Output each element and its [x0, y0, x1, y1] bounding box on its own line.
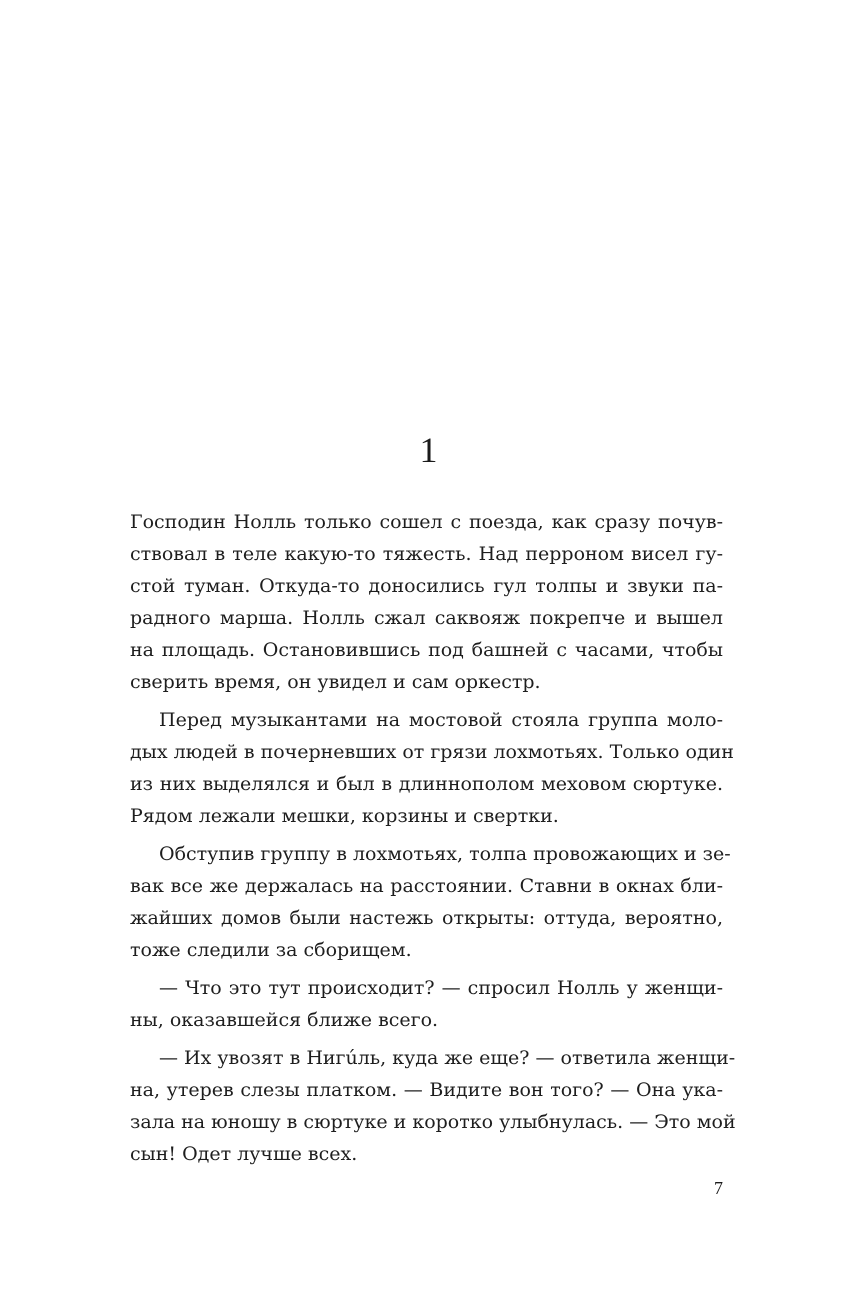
text-line: тоже следили за сборищем.: [130, 939, 412, 961]
text-line: ны, оказавшейся ближе всего.: [130, 1009, 439, 1031]
text-line: ствовал в теле какую-то тяжесть. Над перроном висел гу-: [130, 543, 723, 565]
paragraph-5: [130, 1042, 736, 1170]
text-line: стой туман. Откуда-то доносились гул толпы и звуки па-: [130, 575, 723, 597]
paragraph-3: [130, 838, 731, 966]
text-line: вак все же держалась на расстоянии. Ставни в окнах бли-: [130, 875, 723, 897]
text-line: на, утерев слезы платком. — Видите вон того? — Она ука-: [130, 1079, 723, 1101]
text-line: — Их увозят в Нигúль, куда же еще? — ответила женщи-: [159, 1047, 736, 1069]
paragraph-4: [130, 972, 723, 1036]
text-line: сын! Одет лучше всех.: [130, 1143, 358, 1165]
text-line: из них выделялся и был в длиннополом меховом сюртуке.: [130, 773, 723, 795]
text-line: радного марша. Нолль сжал саквояж покрепче и вышел: [130, 607, 723, 629]
text-line: Господин Нолль только сошел с поезда, как сразу почув-: [130, 511, 723, 533]
text-line: Рядом лежали мешки, корзины и свертки.: [130, 805, 559, 827]
paragraph-1: [130, 506, 723, 698]
text-line: сверить время, он увидел и сам оркестр.: [130, 671, 541, 693]
page-number: 7: [714, 1178, 723, 1198]
text-line: Обступив группу в лохмотьях, толпа провожающих и зе-: [159, 843, 731, 865]
chapter-number: 1: [419, 430, 438, 470]
paragraph-2: [130, 704, 734, 832]
text-line: дых людей в почерневших от грязи лохмотьях. Только один: [130, 741, 734, 763]
chapter-body-text: [130, 506, 736, 1170]
text-line: Перед музыкантами на мостовой стояла группа моло-: [159, 709, 723, 731]
text-line: на площадь. Остановившись под башней с часами, чтобы: [130, 639, 723, 661]
text-line: зала на юношу в сюртуке и коротко улыбнулась. — Это мой: [130, 1111, 736, 1133]
text-line: жайших домов были настежь открыты: оттуда, вероятно,: [130, 907, 723, 929]
text-line: — Что это тут происходит? — спросил Нолль у женщи-: [159, 977, 723, 999]
